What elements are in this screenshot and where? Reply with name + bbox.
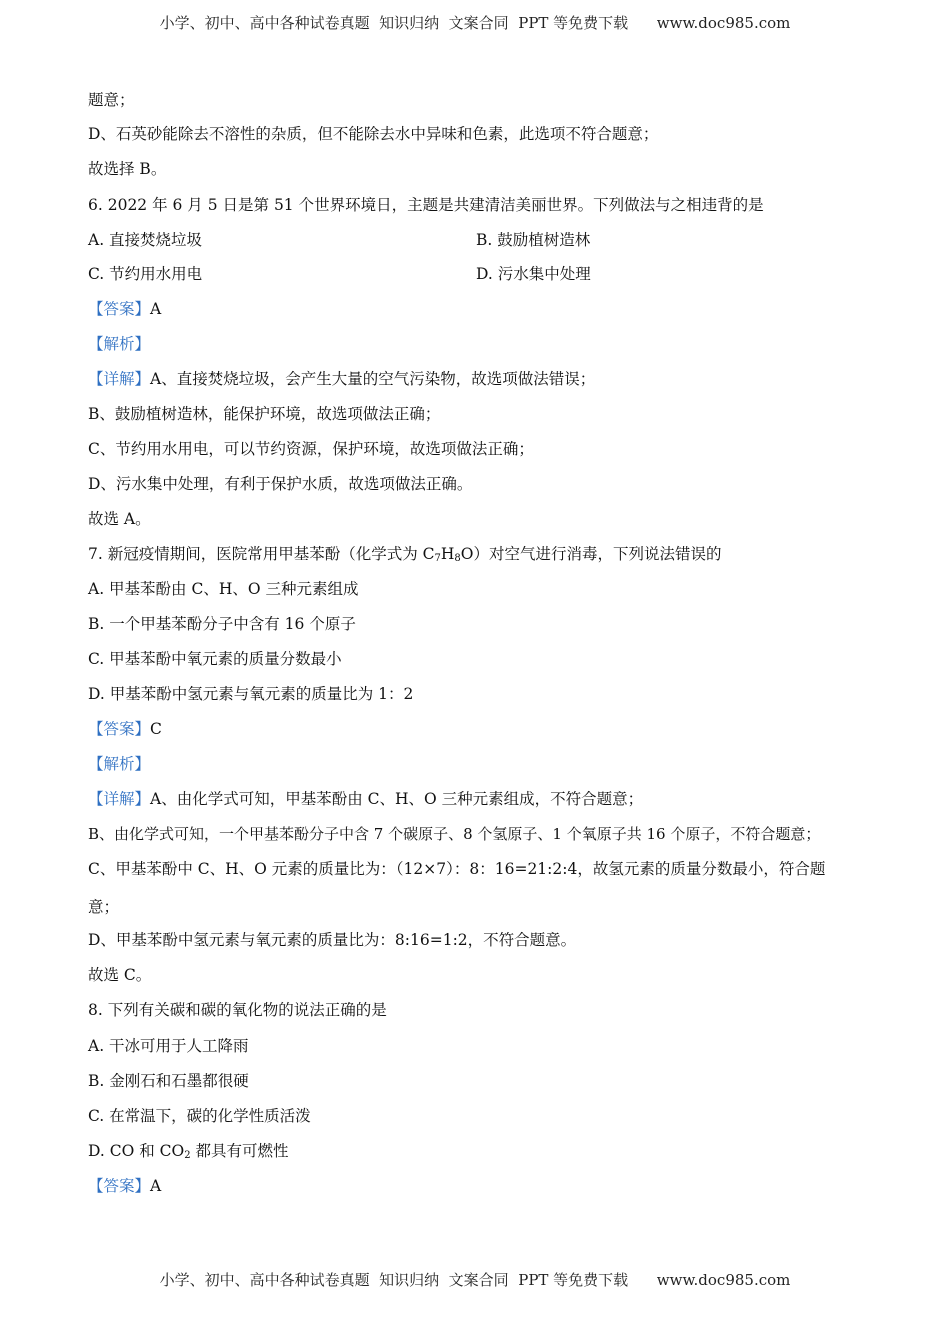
subscript: 2 — [184, 1150, 191, 1161]
q7-option-a: A. 甲基苯酚由 C、H、O 三种元素组成 — [88, 580, 359, 598]
q7-detail-4: D、甲基苯酚中氢元素与氧元素的质量比为：8:16=1:2，不符合题意。 — [88, 931, 577, 949]
q7-option-c: C. 甲基苯酚中氧元素的质量分数最小 — [88, 650, 342, 668]
q6-conclusion: 故选 A。 — [88, 510, 151, 528]
q8-option-b: B. 金刚石和石墨都很硬 — [88, 1072, 249, 1090]
q7-analysis-tag: 【解析】 — [88, 755, 151, 773]
q7-detail-3-cont: 意； — [88, 898, 120, 916]
page-footer: 小学、初中、高中各种试卷真题 知识归纳 文案合同 PPT 等免费下载 www.doc985.com — [159, 1271, 791, 1289]
subscript: 7 — [434, 553, 441, 564]
subscript: 8 — [454, 553, 461, 564]
q7-detail-3: C、甲基苯酚中 C、H、O 元素的质量比为：（12×7）：8：16=21:2:4，故氢元素的质量分数最小，符合题 — [88, 860, 826, 878]
q7-detail-2: B、由化学式可知，一个甲基苯酚分子中含 7 个碳原子、8 个氢原子、1 个氧原子共 16 个原子，不符合题意； — [88, 825, 821, 843]
q8-answer — [88, 1176, 161, 1196]
q6-detail-2: B、鼓励植树造林，能保护环境，故选项做法正确； — [88, 405, 441, 423]
detail-tag: 【详解】 — [88, 790, 151, 808]
q7-conclusion: 故选 C。 — [88, 966, 152, 984]
q6-detail-4: D、污水集中处理，有利于保护水质，故选项做法正确。 — [88, 475, 473, 493]
q8-stem: 8. 下列有关碳和碳的氧化物的说法正确的是 — [88, 1001, 387, 1019]
q7-option-d: D. 甲基苯酚中氢元素与氧元素的质量比为 1：2 — [88, 685, 414, 703]
q7-stem: 7. 新冠疫情期间，医院常用甲基苯酚（化学式为 $C_7H_8O$）对空气进行消毒，下列说法错误的 — [88, 545, 722, 564]
q6-analysis-tag: 【解析】 — [88, 335, 151, 353]
q6-detail-3: C、节约用水用电，可以节约资源，保护环境，故选项做法正确； — [88, 440, 534, 458]
q7-detail-1: 【详解】A、由化学式可知，甲基苯酚由 C、H、O 三种元素组成，不符合题意； — [88, 790, 644, 808]
answer-tag: 【答案】 — [88, 300, 151, 318]
q8-option-c: C. 在常温下，碳的化学性质活泼 — [88, 1107, 311, 1125]
q7-answer — [88, 719, 162, 739]
prev-line-1: 题意； — [88, 91, 135, 109]
q6-detail-1: 【详解】A、直接焚烧垃圾，会产生大量的空气污染物，故选项做法错误； — [88, 370, 596, 388]
detail-tag: 【详解】 — [88, 370, 151, 388]
q8-answer-value: A — [150, 1177, 162, 1195]
q6-answer-value: A — [150, 300, 162, 318]
prev-conclusion: 故选择 B。 — [88, 160, 167, 178]
q7-option-b: B. 一个甲基苯酚分子中含有 16 个原子 — [88, 615, 356, 633]
q7-answer-value: C — [150, 720, 162, 738]
q6-option-b: B. 鼓励植树造林 — [476, 231, 591, 249]
prev-line-2: D、石英砂能除去不溶性的杂质，但不能除去水中异味和色素，此选项不符合题意； — [88, 125, 659, 143]
q6-stem: 6. 2022 年 6 月 5 日是第 51 个世界环境日，主题是共建清洁美丽世界。下列做法与之相违背的是 — [88, 196, 764, 214]
q6-option-d: D. 污水集中处理 — [476, 265, 591, 283]
q6-answer — [88, 299, 161, 319]
answer-tag: 【答案】 — [88, 720, 151, 738]
q8-option-d: D. CO 和 $CO_2$ 都具有可燃性 — [88, 1142, 289, 1161]
answer-tag: 【答案】 — [88, 1177, 151, 1195]
q6-option-c: C. 节约用水用电 — [88, 265, 203, 283]
q6-option-a: A. 直接焚烧垃圾 — [88, 231, 203, 249]
q8-option-a: A. 干冰可用于人工降雨 — [88, 1037, 249, 1055]
page-header: 小学、初中、高中各种试卷真题 知识归纳 文案合同 PPT 等免费下载 www.doc985.com — [159, 14, 791, 32]
